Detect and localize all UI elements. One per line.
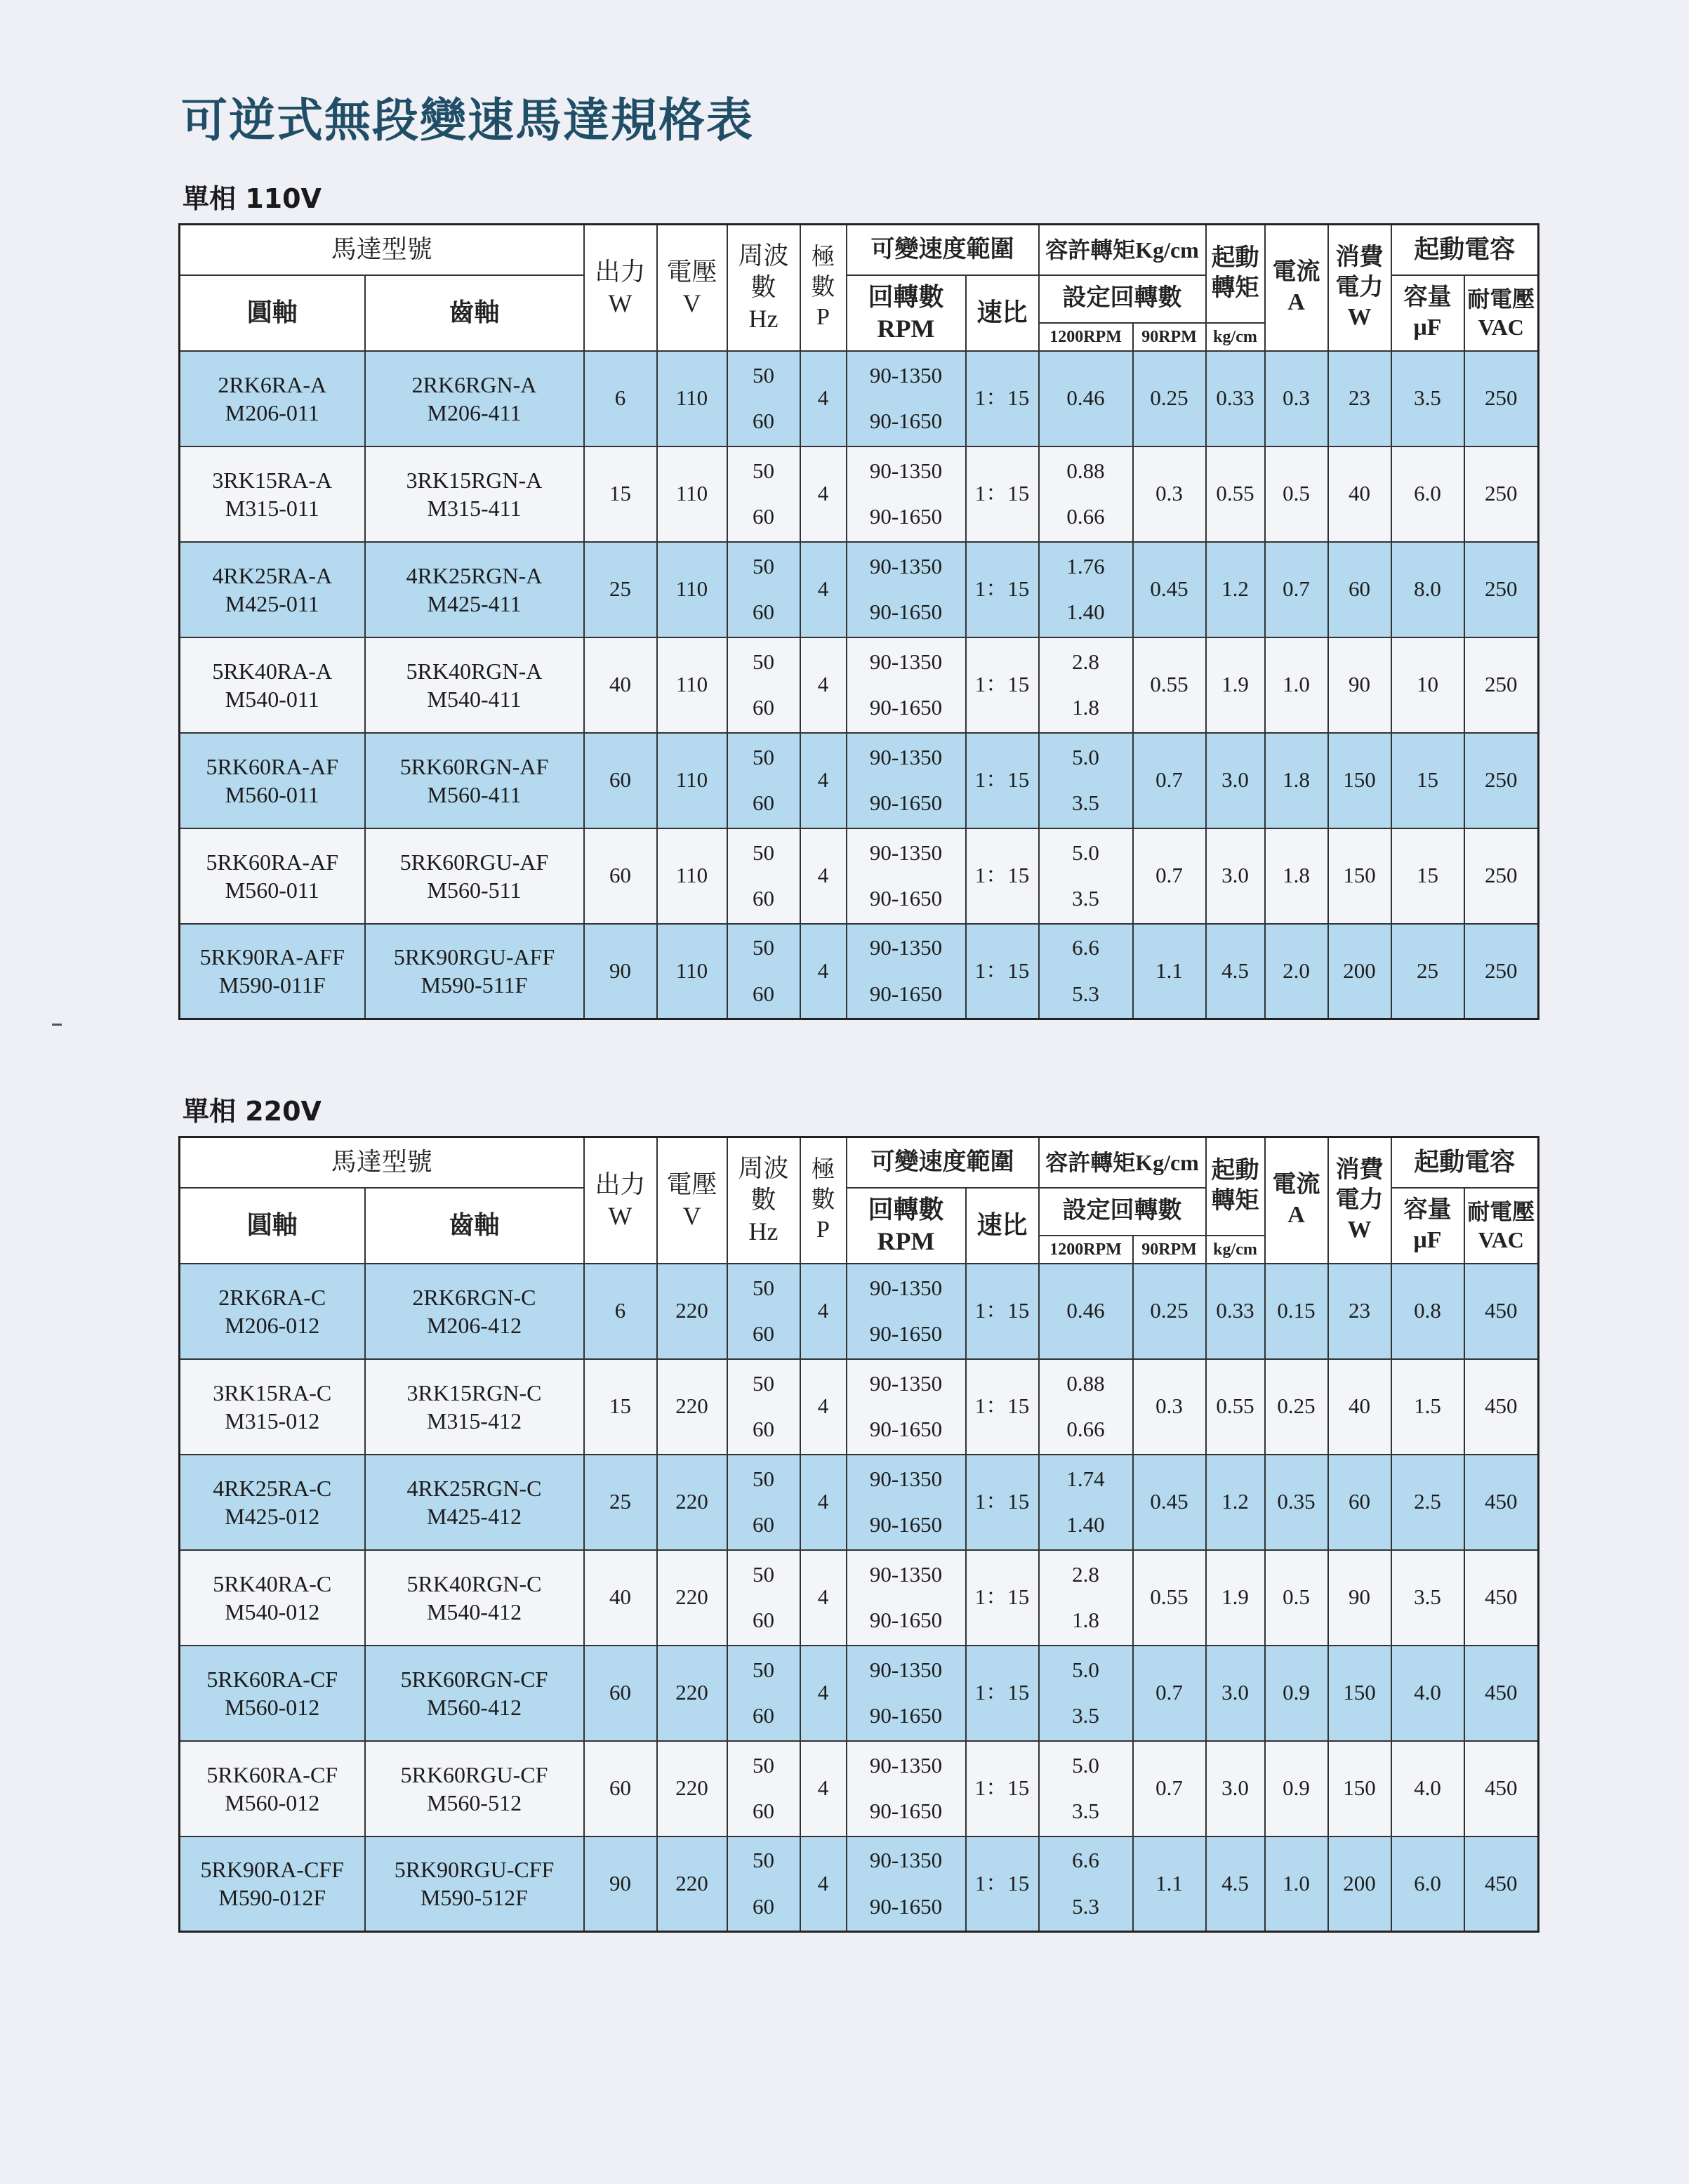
- torque-1200-value: 0.46: [1039, 1264, 1133, 1359]
- withstand-value: 450: [1464, 1646, 1539, 1741]
- power-value: 150: [1328, 733, 1391, 828]
- torque-1200-value: 2.8 1.8: [1039, 1550, 1133, 1646]
- gear-shaft-header: 齒軸: [365, 275, 584, 351]
- output-value: 25: [584, 542, 657, 637]
- output-value: 90: [584, 924, 657, 1019]
- current-value: 0.25: [1265, 1359, 1328, 1455]
- round-shaft-model: 5RK40RA-C M540-012: [180, 1550, 365, 1646]
- speed-range-header: 可變速度範圍: [847, 225, 1039, 275]
- torque-90-value: 1.1: [1133, 1836, 1206, 1932]
- starting-torque-value: 3.0: [1206, 1741, 1265, 1836]
- rpm-value: 90-1350 90-1650: [847, 1836, 966, 1932]
- current-value: 0.35: [1265, 1455, 1328, 1550]
- speed-range-header: 可變速度範圍: [847, 1137, 1039, 1188]
- page-title: 可逆式無段變速馬達規格表: [181, 93, 754, 147]
- voltage-value: 220: [657, 1646, 727, 1741]
- poles-value: 4: [800, 733, 847, 828]
- torque-1200-value: 5.0 3.5: [1039, 1646, 1133, 1741]
- withstand-value: 250: [1464, 828, 1539, 924]
- current-value: 1.8: [1265, 733, 1328, 828]
- torque-90-value: 0.7: [1133, 1741, 1206, 1836]
- rpm-value: 90-1350 90-1650: [847, 1359, 966, 1455]
- withstand-value: 250: [1464, 733, 1539, 828]
- power-header: 消費電力 W: [1328, 225, 1391, 351]
- output-value: 6: [584, 351, 657, 446]
- voltage-value: 220: [657, 1455, 727, 1550]
- poles-header: 極數 P: [800, 225, 847, 351]
- speed-ratio-value: 1：15: [966, 1359, 1039, 1455]
- frequency-value: 50 60: [727, 1455, 800, 1550]
- table-row: [180, 1646, 1539, 1741]
- poles-value: 4: [800, 351, 847, 446]
- gear-shaft-model: 2RK6RGN-C M206-412: [365, 1264, 584, 1359]
- torque-1200-value: 0.46: [1039, 351, 1133, 446]
- voltage-value: 110: [657, 924, 727, 1019]
- frequency-value: 50 60: [727, 542, 800, 637]
- capacity-value: 2.5: [1391, 1455, 1464, 1550]
- frequency-value: 50 60: [727, 637, 800, 733]
- gear-shaft-model: 3RK15RGN-A M315-411: [365, 446, 584, 542]
- round-shaft-model: 5RK90RA-CFF M590-012F: [180, 1836, 365, 1932]
- table-row: [180, 1455, 1539, 1550]
- rpm-value: 90-1350 90-1650: [847, 351, 966, 446]
- capacity-value: 4.0: [1391, 1741, 1464, 1836]
- torque-90-value: 0.45: [1133, 542, 1206, 637]
- poles-value: 4: [800, 637, 847, 733]
- withstand-value: 450: [1464, 1836, 1539, 1932]
- speed-ratio-value: 1：15: [966, 828, 1039, 924]
- capacity-value: 3.5: [1391, 351, 1464, 446]
- gear-shaft-model: 5RK90RGU-CFF M590-512F: [365, 1836, 584, 1932]
- capacity-value: 6.0: [1391, 1836, 1464, 1932]
- voltage-value: 110: [657, 828, 727, 924]
- table-row: [180, 1264, 1539, 1359]
- frequency-value: 50 60: [727, 1646, 800, 1741]
- torque-90-value: 0.55: [1133, 637, 1206, 733]
- round-shaft-model: 5RK60RA-CF M560-012: [180, 1741, 365, 1836]
- output-value: 60: [584, 1646, 657, 1741]
- gear-shaft-model: 4RK25RGN-A M425-411: [365, 542, 584, 637]
- round-shaft-header: 圓軸: [180, 275, 365, 351]
- starting-torque-value: 1.9: [1206, 1550, 1265, 1646]
- power-value: 150: [1328, 1646, 1391, 1741]
- round-shaft-model: 5RK60RA-CF M560-012: [180, 1646, 365, 1741]
- power-value: 200: [1328, 924, 1391, 1019]
- poles-value: 4: [800, 1359, 847, 1455]
- torque-90-value: 0.55: [1133, 1550, 1206, 1646]
- table-row: [180, 1741, 1539, 1836]
- output-value: 60: [584, 828, 657, 924]
- speed-ratio-value: 1：15: [966, 924, 1039, 1019]
- speed-ratio-header: 速比: [966, 275, 1039, 351]
- withstand-value: 250: [1464, 446, 1539, 542]
- output-value: 25: [584, 1455, 657, 1550]
- poles-value: 4: [800, 1836, 847, 1932]
- round-shaft-model: 3RK15RA-A M315-011: [180, 446, 365, 542]
- frequency-header: 周波數 Hz: [727, 1137, 800, 1264]
- voltage-value: 110: [657, 351, 727, 446]
- rpm-90-header: 90RPM: [1133, 1236, 1206, 1264]
- current-value: 0.7: [1265, 542, 1328, 637]
- torque-90-value: 0.25: [1133, 1264, 1206, 1359]
- torque-1200-value: 6.6 5.3: [1039, 1836, 1133, 1932]
- torque-1200-value: 5.0 3.5: [1039, 1741, 1133, 1836]
- frequency-value: 50 60: [727, 351, 800, 446]
- speed-ratio-value: 1：15: [966, 637, 1039, 733]
- table-row: [180, 828, 1539, 924]
- current-value: 0.5: [1265, 1550, 1328, 1646]
- rpm-value: 90-1350 90-1650: [847, 924, 966, 1019]
- rpm-value: 90-1350 90-1650: [847, 637, 966, 733]
- round-shaft-model: 5RK40RA-A M540-011: [180, 637, 365, 733]
- table-row: [180, 637, 1539, 733]
- frequency-value: 50 60: [727, 1741, 800, 1836]
- current-value: 0.9: [1265, 1646, 1328, 1741]
- section-label: 單相 110V: [183, 183, 322, 214]
- table-row: [180, 924, 1539, 1019]
- output-value: 90: [584, 1836, 657, 1932]
- voltage-value: 110: [657, 542, 727, 637]
- speed-ratio-value: 1：15: [966, 1550, 1039, 1646]
- section-label: 單相 220V: [183, 1096, 322, 1127]
- poles-value: 4: [800, 446, 847, 542]
- output-value: 15: [584, 446, 657, 542]
- rpm-header: 回轉數 RPM: [847, 1188, 966, 1264]
- starting-torque-value: 3.0: [1206, 1646, 1265, 1741]
- torque-1200-value: 1.76 1.40: [1039, 542, 1133, 637]
- table-row: [180, 733, 1539, 828]
- starting-torque-header: 起動轉矩: [1206, 1137, 1265, 1236]
- rpm-value: 90-1350 90-1650: [847, 1550, 966, 1646]
- round-shaft-header: 圓軸: [180, 1188, 365, 1264]
- power-value: 150: [1328, 828, 1391, 924]
- frequency-value: 50 60: [727, 828, 800, 924]
- table-row: [180, 1836, 1539, 1932]
- voltage-value: 110: [657, 637, 727, 733]
- power-value: 60: [1328, 542, 1391, 637]
- torque-90-value: 0.3: [1133, 1359, 1206, 1455]
- gear-shaft-model: 2RK6RGN-A M206-411: [365, 351, 584, 446]
- speed-ratio-header: 速比: [966, 1188, 1039, 1264]
- rpm-header: 回轉數 RPM: [847, 275, 966, 351]
- torque-90-value: 1.1: [1133, 924, 1206, 1019]
- rpm-value: 90-1350 90-1650: [847, 446, 966, 542]
- frequency-value: 50 60: [727, 1359, 800, 1455]
- torque-1200-value: 1.74 1.40: [1039, 1455, 1133, 1550]
- torque-90-value: 0.7: [1133, 733, 1206, 828]
- withstand-value: 450: [1464, 1359, 1539, 1455]
- allowable-torque-header: 容許轉矩Kg/cm: [1039, 1137, 1206, 1188]
- power-value: 23: [1328, 1264, 1391, 1359]
- poles-value: 4: [800, 1741, 847, 1836]
- withstand-value: 250: [1464, 351, 1539, 446]
- gear-shaft-model: 4RK25RGN-C M425-412: [365, 1455, 584, 1550]
- capacity-value: 8.0: [1391, 542, 1464, 637]
- output-value: 60: [584, 1741, 657, 1836]
- current-value: 1.8: [1265, 828, 1328, 924]
- capacity-header: 容量 μF: [1391, 1188, 1464, 1264]
- speed-ratio-value: 1：15: [966, 1646, 1039, 1741]
- torque-90-value: 0.7: [1133, 828, 1206, 924]
- rpm-value: 90-1350 90-1650: [847, 542, 966, 637]
- spec-table: [178, 1136, 1539, 1933]
- speed-ratio-value: 1：15: [966, 1836, 1039, 1932]
- torque-90-value: 0.45: [1133, 1455, 1206, 1550]
- rpm-value: 90-1350 90-1650: [847, 733, 966, 828]
- poles-value: 4: [800, 1455, 847, 1550]
- table-row: [180, 1550, 1539, 1646]
- power-value: 23: [1328, 351, 1391, 446]
- voltage-value: 220: [657, 1264, 727, 1359]
- voltage-value: 110: [657, 733, 727, 828]
- starting-torque-value: 0.33: [1206, 1264, 1265, 1359]
- output-header: 出力 W: [584, 1137, 657, 1264]
- capacity-header: 容量 μF: [1391, 275, 1464, 351]
- start-cap-header: 起動電容: [1391, 225, 1539, 275]
- output-value: 40: [584, 637, 657, 733]
- rpm-1200-header: 1200RPM: [1039, 1236, 1133, 1264]
- current-value: 0.9: [1265, 1741, 1328, 1836]
- power-value: 40: [1328, 446, 1391, 542]
- voltage-value: 220: [657, 1550, 727, 1646]
- voltage-value: 110: [657, 446, 727, 542]
- gear-shaft-header: 齒軸: [365, 1188, 584, 1264]
- frequency-value: 50 60: [727, 1550, 800, 1646]
- withstand-value: 250: [1464, 542, 1539, 637]
- capacity-value: 6.0: [1391, 446, 1464, 542]
- output-value: 6: [584, 1264, 657, 1359]
- gear-shaft-model: 5RK90RGU-AFF M590-511F: [365, 924, 584, 1019]
- torque-1200-value: 0.88 0.66: [1039, 1359, 1133, 1455]
- speed-ratio-value: 1：15: [966, 351, 1039, 446]
- torque-90-value: 0.7: [1133, 1646, 1206, 1741]
- withstand-value: 450: [1464, 1455, 1539, 1550]
- round-shaft-model: 2RK6RA-C M206-012: [180, 1264, 365, 1359]
- withstand-value: 450: [1464, 1264, 1539, 1359]
- set-speed-header: 設定回轉數: [1039, 1188, 1206, 1236]
- power-value: 150: [1328, 1741, 1391, 1836]
- voltage-value: 220: [657, 1836, 727, 1932]
- round-shaft-model: 2RK6RA-A M206-011: [180, 351, 365, 446]
- starting-torque-value: 0.33: [1206, 351, 1265, 446]
- poles-value: 4: [800, 542, 847, 637]
- frequency-value: 50 60: [727, 1836, 800, 1932]
- spec-table: [178, 223, 1539, 1020]
- current-value: 1.0: [1265, 637, 1328, 733]
- output-header: 出力 W: [584, 225, 657, 351]
- capacity-value: 4.0: [1391, 1646, 1464, 1741]
- frequency-value: 50 60: [727, 446, 800, 542]
- capacity-value: 25: [1391, 924, 1464, 1019]
- set-speed-header: 設定回轉數: [1039, 275, 1206, 323]
- current-header: 電流 A: [1265, 1137, 1328, 1264]
- starting-torque-value: 3.0: [1206, 733, 1265, 828]
- rpm-1200-header: 1200RPM: [1039, 323, 1133, 351]
- current-value: 0.3: [1265, 351, 1328, 446]
- speed-ratio-value: 1：15: [966, 446, 1039, 542]
- rpm-value: 90-1350 90-1650: [847, 1741, 966, 1836]
- poles-header: 極數 P: [800, 1137, 847, 1264]
- current-value: 0.5: [1265, 446, 1328, 542]
- power-value: 200: [1328, 1836, 1391, 1932]
- current-value: 2.0: [1265, 924, 1328, 1019]
- round-shaft-model: 4RK25RA-A M425-011: [180, 542, 365, 637]
- round-shaft-model: 5RK60RA-AF M560-011: [180, 733, 365, 828]
- table-row: [180, 351, 1539, 446]
- margin-mark: [52, 1024, 62, 1026]
- starting-torque-value: 4.5: [1206, 924, 1265, 1019]
- frequency-value: 50 60: [727, 1264, 800, 1359]
- allowable-torque-header: 容許轉矩Kg/cm: [1039, 225, 1206, 275]
- poles-value: 4: [800, 828, 847, 924]
- table-row: [180, 1359, 1539, 1455]
- withstand-header: 耐電壓 VAC: [1464, 275, 1539, 351]
- current-value: 1.0: [1265, 1836, 1328, 1932]
- capacity-value: 1.5: [1391, 1359, 1464, 1455]
- voltage-header: 電壓 V: [657, 1137, 727, 1264]
- gear-shaft-model: 5RK40RGN-C M540-412: [365, 1550, 584, 1646]
- capacity-value: 3.5: [1391, 1550, 1464, 1646]
- output-value: 40: [584, 1550, 657, 1646]
- output-value: 15: [584, 1359, 657, 1455]
- torque-unit-header: kg/cm: [1206, 323, 1265, 351]
- gear-shaft-model: 5RK60RGU-CF M560-512: [365, 1741, 584, 1836]
- gear-shaft-model: 5RK60RGU-AF M560-511: [365, 828, 584, 924]
- power-value: 90: [1328, 637, 1391, 733]
- withstand-value: 450: [1464, 1741, 1539, 1836]
- starting-torque-value: 1.2: [1206, 1455, 1265, 1550]
- voltage-value: 220: [657, 1741, 727, 1836]
- withstand-value: 250: [1464, 637, 1539, 733]
- round-shaft-model: 3RK15RA-C M315-012: [180, 1359, 365, 1455]
- power-value: 90: [1328, 1550, 1391, 1646]
- torque-1200-value: 6.6 5.3: [1039, 924, 1133, 1019]
- speed-ratio-value: 1：15: [966, 1741, 1039, 1836]
- poles-value: 4: [800, 1550, 847, 1646]
- capacity-value: 15: [1391, 733, 1464, 828]
- torque-1200-value: 5.0 3.5: [1039, 733, 1133, 828]
- capacity-value: 15: [1391, 828, 1464, 924]
- torque-90-value: 0.25: [1133, 351, 1206, 446]
- poles-value: 4: [800, 1264, 847, 1359]
- current-value: 0.15: [1265, 1264, 1328, 1359]
- starting-torque-value: 0.55: [1206, 1359, 1265, 1455]
- rpm-value: 90-1350 90-1650: [847, 828, 966, 924]
- gear-shaft-model: 3RK15RGN-C M315-412: [365, 1359, 584, 1455]
- withstand-value: 250: [1464, 924, 1539, 1019]
- speed-ratio-value: 1：15: [966, 1455, 1039, 1550]
- motor-model-header: 馬達型號: [180, 1137, 584, 1188]
- frequency-value: 50 60: [727, 733, 800, 828]
- torque-90-value: 0.3: [1133, 446, 1206, 542]
- current-header: 電流 A: [1265, 225, 1328, 351]
- start-cap-header: 起動電容: [1391, 1137, 1539, 1188]
- voltage-value: 220: [657, 1359, 727, 1455]
- capacity-value: 0.8: [1391, 1264, 1464, 1359]
- rpm-value: 90-1350 90-1650: [847, 1646, 966, 1741]
- round-shaft-model: 4RK25RA-C M425-012: [180, 1455, 365, 1550]
- motor-model-header: 馬達型號: [180, 225, 584, 275]
- rpm-value: 90-1350 90-1650: [847, 1455, 966, 1550]
- table-row: [180, 542, 1539, 637]
- torque-unit-header: kg/cm: [1206, 1236, 1265, 1264]
- power-value: 60: [1328, 1455, 1391, 1550]
- starting-torque-value: 1.2: [1206, 542, 1265, 637]
- speed-ratio-value: 1：15: [966, 733, 1039, 828]
- frequency-header: 周波數 Hz: [727, 225, 800, 351]
- gear-shaft-model: 5RK40RGN-A M540-411: [365, 637, 584, 733]
- starting-torque-value: 3.0: [1206, 828, 1265, 924]
- frequency-value: 50 60: [727, 924, 800, 1019]
- torque-1200-value: 5.0 3.5: [1039, 828, 1133, 924]
- torque-1200-value: 2.8 1.8: [1039, 637, 1133, 733]
- rpm-90-header: 90RPM: [1133, 323, 1206, 351]
- withstand-header: 耐電壓 VAC: [1464, 1188, 1539, 1264]
- power-value: 40: [1328, 1359, 1391, 1455]
- round-shaft-model: 5RK60RA-AF M560-011: [180, 828, 365, 924]
- speed-ratio-value: 1：15: [966, 1264, 1039, 1359]
- table-row: [180, 446, 1539, 542]
- starting-torque-header: 起動轉矩: [1206, 225, 1265, 323]
- speed-ratio-value: 1：15: [966, 542, 1039, 637]
- gear-shaft-model: 5RK60RGN-AF M560-411: [365, 733, 584, 828]
- output-value: 60: [584, 733, 657, 828]
- gear-shaft-model: 5RK60RGN-CF M560-412: [365, 1646, 584, 1741]
- capacity-value: 10: [1391, 637, 1464, 733]
- rpm-value: 90-1350 90-1650: [847, 1264, 966, 1359]
- poles-value: 4: [800, 1646, 847, 1741]
- round-shaft-model: 5RK90RA-AFF M590-011F: [180, 924, 365, 1019]
- withstand-value: 450: [1464, 1550, 1539, 1646]
- starting-torque-value: 4.5: [1206, 1836, 1265, 1932]
- torque-1200-value: 0.88 0.66: [1039, 446, 1133, 542]
- poles-value: 4: [800, 924, 847, 1019]
- starting-torque-value: 0.55: [1206, 446, 1265, 542]
- voltage-header: 電壓 V: [657, 225, 727, 351]
- starting-torque-value: 1.9: [1206, 637, 1265, 733]
- power-header: 消費電力 W: [1328, 1137, 1391, 1264]
